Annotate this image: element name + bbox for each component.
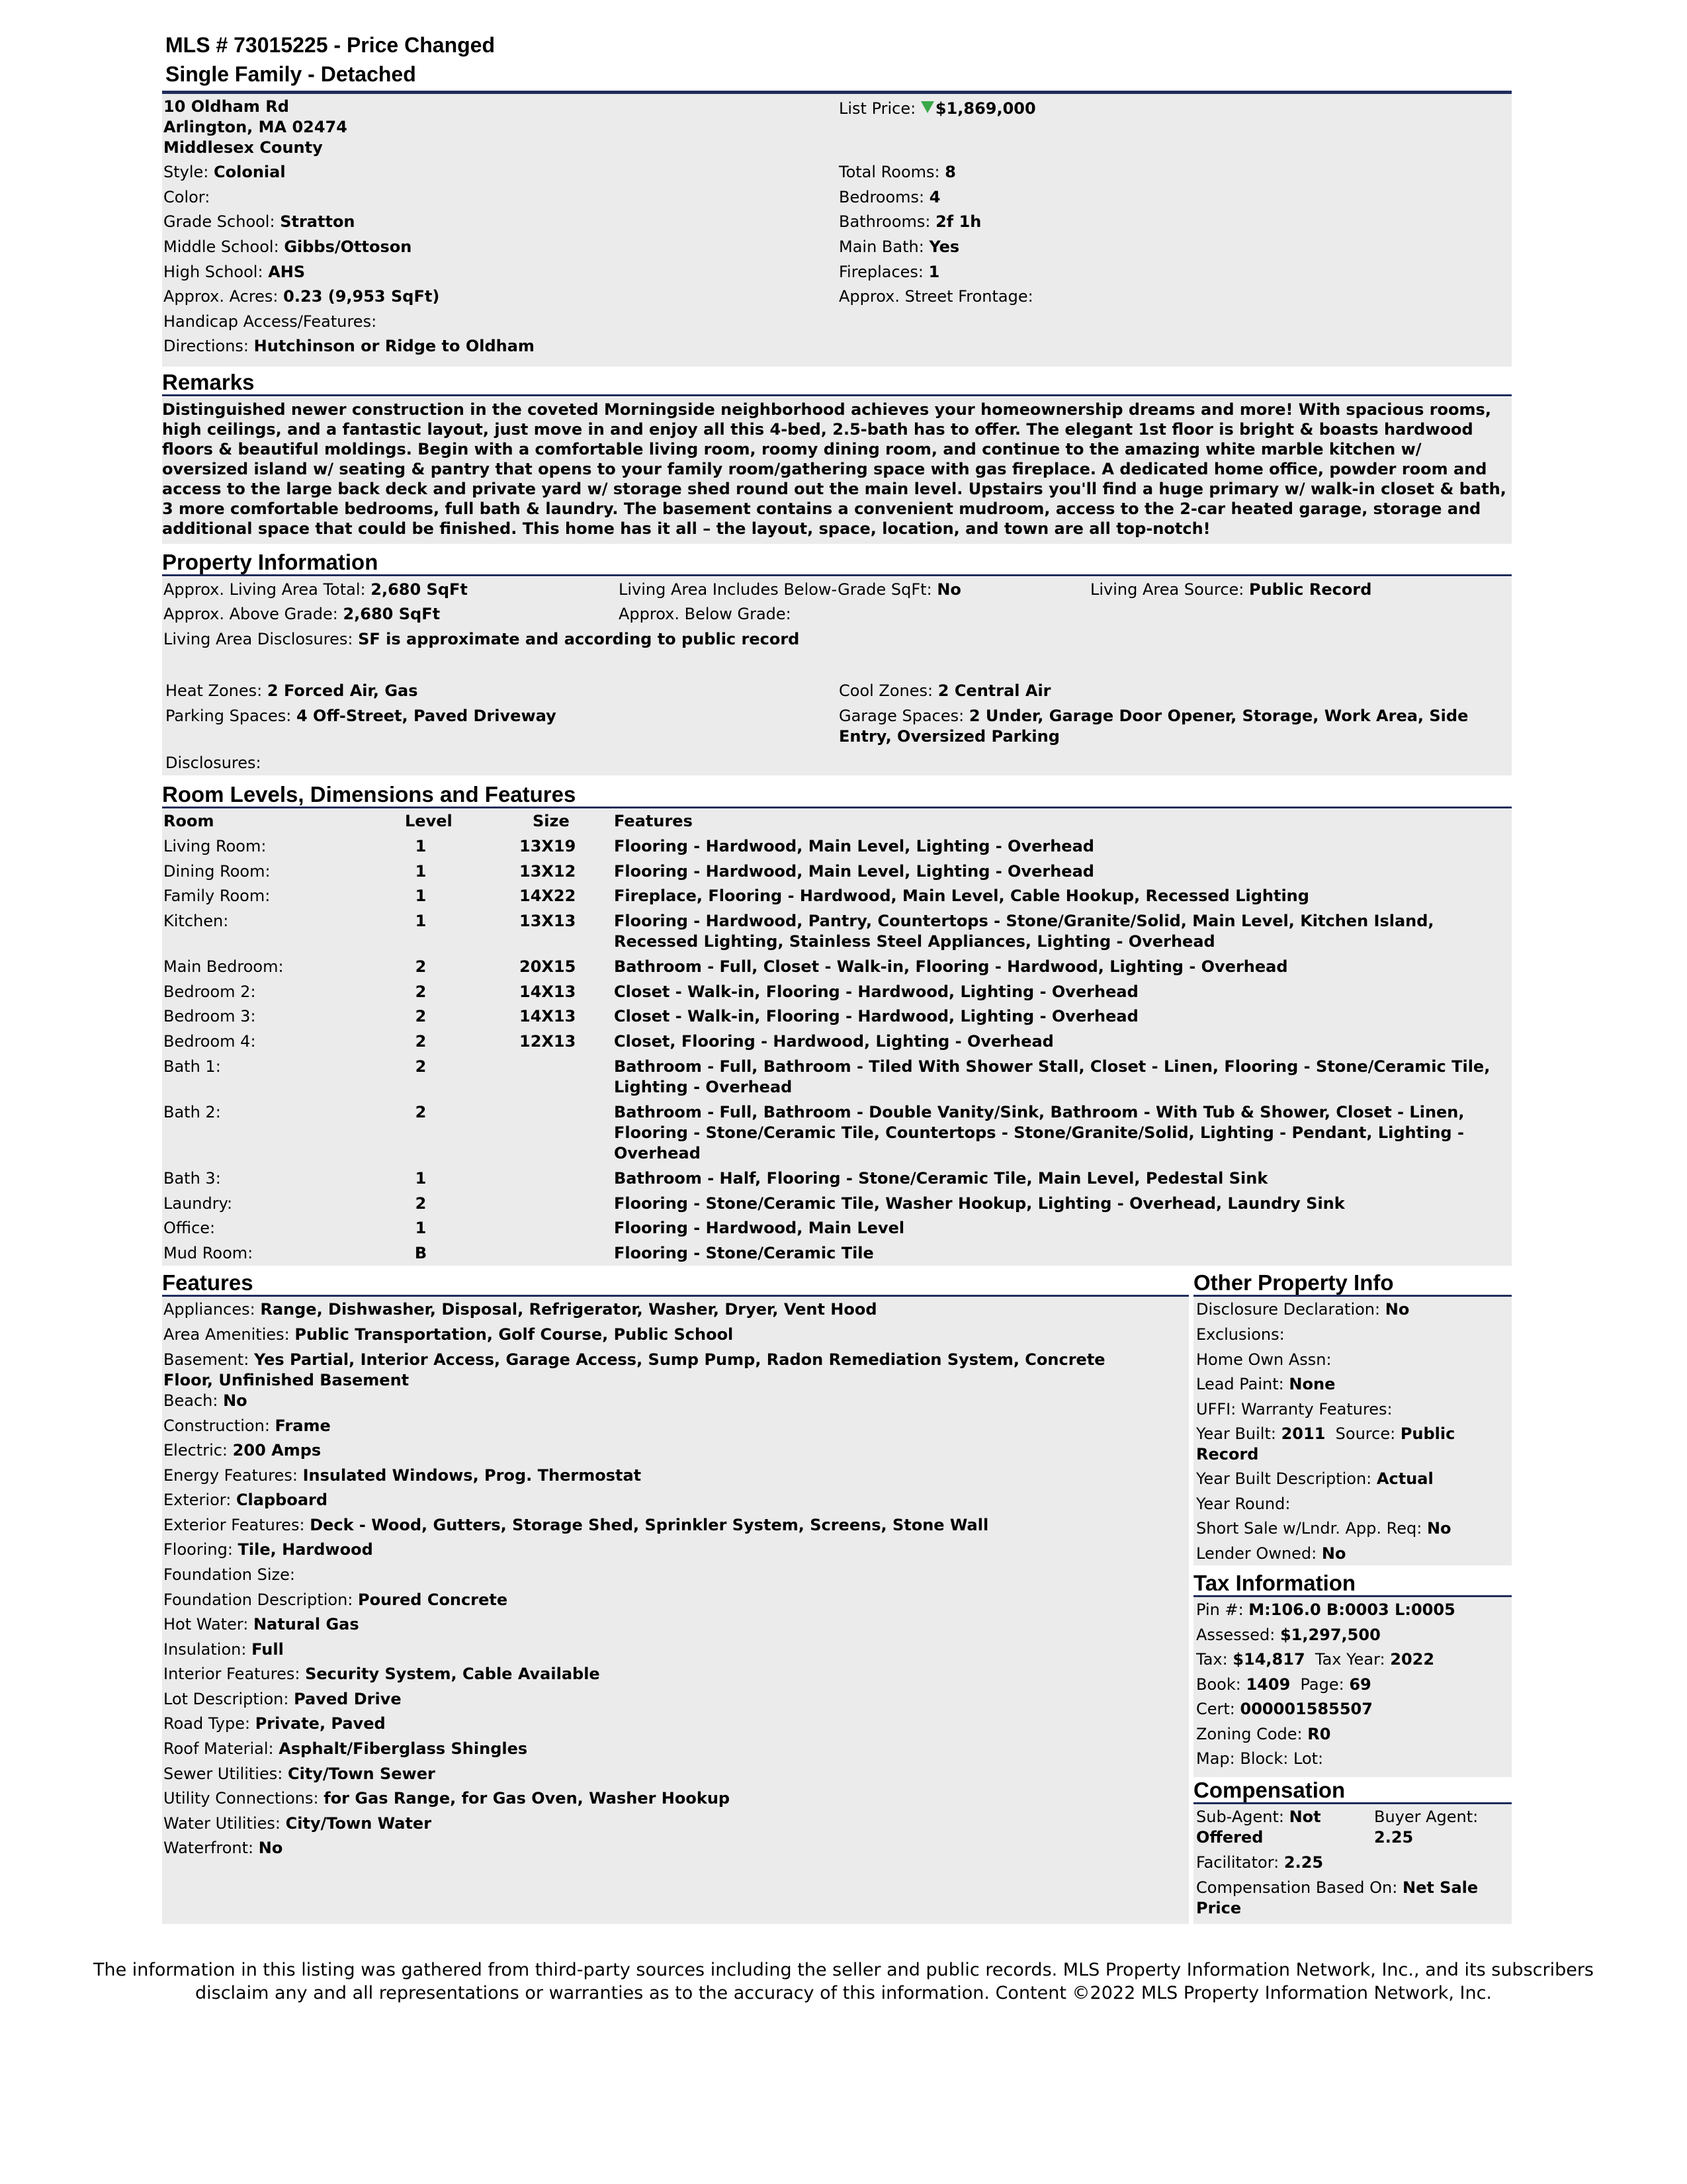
feature-item: Insulation: Full [163, 1640, 284, 1659]
year-built-description: Year Built Description: Actual [1196, 1469, 1434, 1488]
facilitator: Facilitator: 2.25 [1196, 1853, 1324, 1872]
feature-item: Utility Connections: for Gas Range, for Gas Oven, Washer Hookup [163, 1789, 730, 1808]
compensation-heading: Compensation [1193, 1779, 1512, 1804]
above-grade: Approx. Above Grade: 2,680 SqFt [163, 605, 441, 623]
feature-item: Roof Material: Asphalt/Fiberglass Shingles [163, 1739, 528, 1758]
living-area-disclosures: Living Area Disclosures: SF is approximate and according to public record [163, 630, 800, 648]
summary-field: Approx. Street Frontage: [839, 287, 1033, 306]
remarks-heading: Remarks [162, 371, 1512, 396]
room-features: Flooring - Hardwood, Main Level, Lighting - Overhead [614, 862, 1094, 881]
room-size: 13X12 [519, 862, 576, 881]
tax-amount: Tax: $14,817 Tax Year: 2022 [1196, 1650, 1435, 1669]
cert-number: Cert: 000001585507 [1196, 1700, 1373, 1718]
other-info-heading: Other Property Info [1193, 1272, 1512, 1297]
room-features: Fireplace, Flooring - Hardwood, Main Level, Cable Hookup, Recessed Lighting [614, 887, 1309, 905]
room-level: 1 [415, 912, 427, 930]
room-level: 2 [415, 1057, 427, 1076]
cool-zones: Cool Zones: 2 Central Air [839, 681, 1051, 700]
home-own-assn: Home Own Assn: [1196, 1350, 1332, 1369]
room-level: 2 [415, 1194, 427, 1213]
summary-field: Color: [163, 188, 210, 206]
short-sale: Short Sale w/Lndr. App. Req: No [1196, 1519, 1451, 1538]
lender-owned: Lender Owned: No [1196, 1544, 1346, 1563]
disclaimer-line-2: disclaim any and all representations or warranties as to the accuracy of this information. Content ©2022 MLS Property Information Network, Inc. [195, 1983, 1492, 2003]
room-size: 14X13 [519, 1007, 576, 1026]
room-level: B [414, 1244, 427, 1262]
room-features: Flooring - Hardwood, Pantry, Countertops - Stone/Granite/Solid, Main Level, Kitchen Island, Recessed Lighting, Stainless Steel Appliances, Lighting - Overhead [614, 912, 1434, 951]
room-name: Family Room: [163, 887, 271, 905]
room-size: 12X13 [519, 1032, 576, 1051]
remarks-text: Distinguished newer construction in the coveted Morningside neighborhood achieves your homeownership dreams and more! With spacious rooms, high ceilings, and a fantastic layout, just move in and enjoy all this 4-bed, 2.5-bath has to offer. The elegant 1st floor is bright & boasts hardwood floors & beautiful moldings. Begin with a comfortable living room, roomy dining room, and continue to the amazing white marble kitchen w/ oversized island w/ seating & pantry that opens to your family room/gathering space with gas fireplace. A dedicated home office, powder room and access to the large back deck and private yard w/ storage shed round out the main level. Upstairs you'll find a huge primary w/ walk-in closet & bath, 3 more comfortable bedrooms, full bath & laundry. The basement contains a convenient mudroom, access to the 2-car heated garage, storage and additional space that could be finished. This home has it all – the layout, space, location, and town are all top-notch! [162, 400, 1506, 538]
features-heading: Features [162, 1272, 1189, 1297]
list-price: List Price: $1,869,000 [839, 99, 1036, 118]
room-level: 2 [415, 1103, 427, 1121]
room-name: Bath 2: [163, 1103, 221, 1121]
disclosures: Disclosures: [165, 754, 261, 772]
summary-field: Fireplaces: 1 [839, 263, 940, 281]
room-name: Dining Room: [163, 862, 271, 881]
feature-item: Exterior: Clapboard [163, 1491, 328, 1509]
map-block-lot: Map: Block: Lot: [1196, 1749, 1324, 1768]
room-features: Bathroom - Full, Bathroom - Double Vanity/Sink, Bathroom - With Tub & Shower, Closet - Linen, Flooring - Stone/Ceramic Tile, Countertops - Stone/Granite/Solid, Lighting - Pendant, Lighting - Overhead [614, 1103, 1465, 1162]
room-name: Bath 1: [163, 1057, 221, 1076]
room-name: Bath 3: [163, 1169, 221, 1188]
pin-number: Pin #: M:106.0 B:0003 L:0005 [1196, 1600, 1455, 1619]
feature-item: Sewer Utilities: City/Town Sewer [163, 1765, 435, 1783]
feature-item: Road Type: Private, Paved [163, 1714, 386, 1733]
heat-zones: Heat Zones: 2 Forced Air, Gas [165, 681, 418, 700]
feature-item: Foundation Size: [163, 1565, 295, 1584]
summary-field: Bedrooms: 4 [839, 188, 941, 206]
rooms-col-level: Level [405, 812, 453, 830]
rooms-col-features: Features [614, 812, 693, 830]
feature-item: Lot Description: Paved Drive [163, 1690, 402, 1708]
rooms-col-size: Size [533, 812, 570, 830]
sub-agent: Sub-Agent: Not [1196, 1808, 1321, 1826]
summary-field: Style: Colonial [163, 163, 286, 181]
room-name: Office: [163, 1219, 216, 1237]
address-street: 10 Oldham Rd [163, 97, 289, 116]
summary-field: Total Rooms: 8 [839, 163, 956, 181]
price-down-arrow-icon [921, 101, 934, 113]
lead-paint: Lead Paint: None [1196, 1375, 1336, 1393]
summary-field: Grade School: Stratton [163, 212, 355, 231]
sub-agent-cont: Offered [1196, 1828, 1264, 1847]
feature-item: Foundation Description: Poured Concrete [163, 1591, 508, 1609]
year-built: Year Built: 2011 Source: Public [1196, 1424, 1455, 1443]
feature-item: Construction: Frame [163, 1417, 331, 1435]
room-name: Mud Room: [163, 1244, 253, 1262]
feature-item: Beach: No [163, 1391, 247, 1410]
summary-field: Handicap Access/Features: [163, 312, 377, 331]
buyer-agent-label: Buyer Agent: [1374, 1808, 1479, 1826]
feature-item: Waterfront: No [163, 1839, 283, 1857]
room-features: Flooring - Hardwood, Main Level [614, 1219, 905, 1237]
room-level: 2 [415, 1007, 427, 1026]
address-county: Middlesex County [163, 138, 323, 157]
summary-field: Bathrooms: 2f 1h [839, 212, 982, 231]
room-level: 2 [415, 983, 427, 1001]
address-city: Arlington, MA 02474 [163, 118, 347, 136]
room-name: Bedroom 2: [163, 983, 256, 1001]
rooms-col-room: Room [163, 812, 214, 830]
feature-item: Water Utilities: City/Town Water [163, 1814, 432, 1833]
living-area-below-grade: Living Area Includes Below-Grade SqFt: No [619, 580, 961, 599]
room-level: 2 [415, 957, 427, 976]
room-level: 1 [415, 1219, 427, 1237]
summary-field: Directions: Hutchinson or Ridge to Oldham [163, 337, 535, 355]
room-size: 14X13 [519, 983, 576, 1001]
room-size: 13X19 [519, 837, 576, 855]
disclaimer-footer [0, 1958, 1687, 2005]
summary-field: High School: AHS [163, 263, 306, 281]
feature-item: Interior Features: Security System, Cable Available [163, 1665, 600, 1683]
summary-field: Approx. Acres: 0.23 (9,953 SqFt) [163, 287, 440, 306]
room-features: Flooring - Hardwood, Main Level, Lighting - Overhead [614, 837, 1094, 855]
tax-heading: Tax Information [1193, 1572, 1512, 1597]
summary-field: Middle School: Gibbs/Ottoson [163, 238, 412, 256]
feature-item: Energy Features: Insulated Windows, Prog. Thermostat [163, 1466, 642, 1485]
compensation-based-on: Compensation Based On: Net Sale [1196, 1878, 1479, 1897]
living-area-total: Approx. Living Area Total: 2,680 SqFt [163, 580, 468, 599]
assessed-value: Assessed: $1,297,500 [1196, 1626, 1381, 1644]
parking-spaces: Parking Spaces: 4 Off-Street, Paved Driveway [165, 707, 556, 725]
room-features: Closet - Walk-in, Flooring - Hardwood, Lighting - Overhead [614, 1007, 1139, 1026]
feature-item: Appliances: Range, Dishwasher, Disposal, Refrigerator, Washer, Dryer, Vent Hood [163, 1300, 877, 1319]
uffi-warranty: UFFI: Warranty Features: [1196, 1400, 1393, 1419]
property-info-heading: Property Information [162, 551, 1512, 576]
room-level: 1 [415, 837, 427, 855]
room-features: Flooring - Stone/Ceramic Tile, Washer Hookup, Lighting - Overhead, Laundry Sink [614, 1194, 1345, 1213]
rooms-heading: Room Levels, Dimensions and Features [162, 783, 1512, 808]
room-name: Kitchen: [163, 912, 229, 930]
feature-item: Exterior Features: Deck - Wood, Gutters, Storage Shed, Sprinkler System, Screens, Stone Wall [163, 1516, 989, 1534]
room-name: Living Room: [163, 837, 267, 855]
room-name: Main Bedroom: [163, 957, 284, 976]
feature-item: Flooring: Tile, Hardwood [163, 1540, 373, 1559]
year-built-source-cont: Record [1196, 1445, 1259, 1463]
room-name: Bedroom 3: [163, 1007, 256, 1026]
room-features: Flooring - Stone/Ceramic Tile [614, 1244, 874, 1262]
room-features: Closet, Flooring - Hardwood, Lighting - Overhead [614, 1032, 1054, 1051]
room-size: 14X22 [519, 887, 576, 905]
feature-item: Electric: 200 Amps [163, 1441, 322, 1460]
room-features: Bathroom - Full, Bathroom - Tiled With Shower Stall, Closet - Linen, Flooring - Stone/Ceramic Tile, Lighting - Overhead [614, 1057, 1491, 1096]
room-name: Bedroom 4: [163, 1032, 256, 1051]
room-level: 1 [415, 887, 427, 905]
feature-item: Area Amenities: Public Transportation, Golf Course, Public School [163, 1325, 734, 1344]
room-size: 13X13 [519, 912, 576, 930]
book-page: Book: 1409 Page: 69 [1196, 1675, 1371, 1694]
room-name: Laundry: [163, 1194, 233, 1213]
buyer-agent-value: 2.25 [1374, 1828, 1414, 1847]
summary-field: Main Bath: Yes [839, 238, 960, 256]
room-level: 1 [415, 1169, 427, 1188]
living-area-source: Living Area Source: Public Record [1090, 580, 1372, 599]
feature-item: Hot Water: Natural Gas [163, 1615, 359, 1634]
disclaimer-line-1: The information in this listing was gathered from third-party sources including the seller and public records. MLS Property Information Network, Inc., and its subscribers [93, 1960, 1594, 1980]
feature-item: Basement: Yes Partial, Interior Access, Garage Access, Sump Pump, Radon Remediation System, Concrete Floor, Unfinished Basement [163, 1350, 1105, 1389]
below-grade: Approx. Below Grade: [619, 605, 791, 623]
property-type: Single Family - Detached [165, 62, 416, 86]
room-level: 2 [415, 1032, 427, 1051]
mls-title: MLS # 73015225 - Price Changed [165, 33, 495, 57]
year-round: Year Round: [1196, 1495, 1291, 1513]
room-level: 1 [415, 862, 427, 881]
room-size: 20X15 [519, 957, 576, 976]
room-features: Bathroom - Full, Closet - Walk-in, Flooring - Hardwood, Lighting - Overhead [614, 957, 1288, 976]
garage-spaces: Garage Spaces: 2 Under, Garage Door Opener, Storage, Work Area, Side Entry, Oversized Parking [839, 707, 1469, 746]
disclosure-declaration: Disclosure Declaration: No [1196, 1300, 1410, 1319]
room-features: Closet - Walk-in, Flooring - Hardwood, Lighting - Overhead [614, 983, 1139, 1001]
room-features: Bathroom - Half, Flooring - Stone/Ceramic Tile, Main Level, Pedestal Sink [614, 1169, 1268, 1188]
compensation-based-on-cont: Price [1196, 1899, 1242, 1917]
zoning-code: Zoning Code: R0 [1196, 1725, 1331, 1743]
exclusions: Exclusions: [1196, 1325, 1285, 1344]
